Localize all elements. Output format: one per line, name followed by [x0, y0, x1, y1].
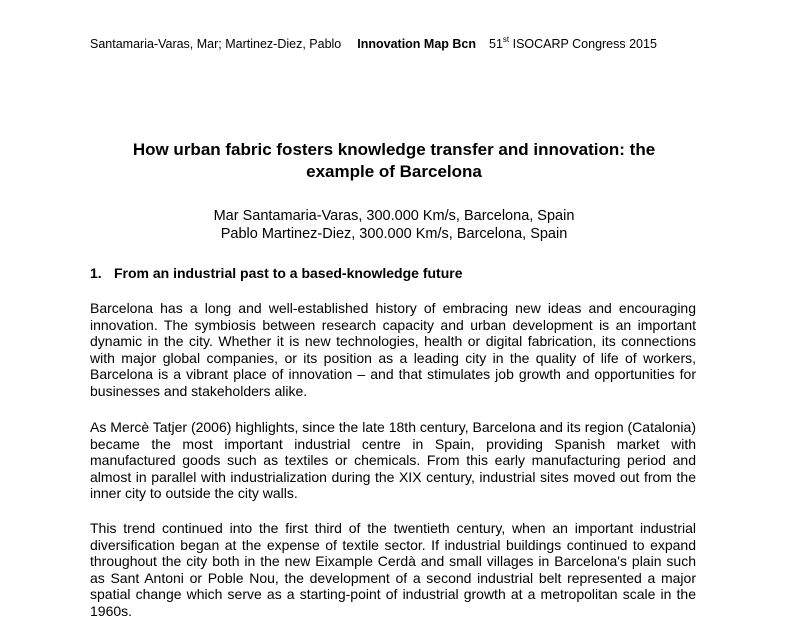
section-heading — [90, 265, 463, 281]
body-paragraph: As Mercè Tatjer (2006) highlights, since the late 18th century, Barcelona and its region (Catalonia) became the most important industrial centre in Spain, providing Spanish market with manufactured goods such as textiles or chemicals. From this early manufacturing period and almost in parallel with industrialization during the XIX century, industrial sites moved out from the inner city to outside the city walls. — [90, 419, 696, 502]
header-congress — [489, 34, 657, 51]
congress-number: 51 — [489, 37, 503, 51]
congress-suffix: st — [502, 34, 510, 44]
running-header — [90, 34, 700, 51]
section-title: From an industrial past to a based-knowledge future — [114, 265, 463, 281]
paper-title-line-2: example of Barcelona — [306, 162, 482, 181]
author-affiliation: Mar Santamaria-Varas, 300.000 Km/s, Barcelona, Spain — [213, 208, 575, 224]
section-number: 1. — [90, 265, 102, 281]
paper-title-line-1: How urban fabric fosters knowledge transfer and innovation: the — [132, 140, 656, 159]
body-paragraph: This trend continued into the first third of the twentieth century, when an important industrial diversification began at the expense of textile sector. If industrial buildings continued to expand throughout the city both in the new Eixample Cerdà and small villages in Barcelona's plain such as Sant Antoni or Poble Nou, the development of a second industrial belt represented a major spatial change which serve as a starting-point of industrial growth at a metropolitan scale in the 1960s. — [90, 520, 696, 619]
congress-name: ISOCARP Congress 2015 — [512, 37, 657, 51]
header-authors: Santamaria-Varas, Mar; Martinez-Diez, Pablo — [90, 37, 342, 51]
author-list — [60, 208, 728, 243]
body-paragraph: Barcelona has a long and well-established history of embracing new ideas and encouraging innovation. The symbiosis between research capacity and urban development is an important dynamic in the city. Whether it is new technologies, health or digital fabrication, its connections with major global companies, or its position as a leading city in the quality of life of workers, Barcelona is a vibrant place of innovation – and that stimulates job growth and opportunities for businesses and stakeholders alike. — [90, 300, 696, 399]
author-affiliation: Pablo Martinez-Diez, 300.000 Km/s, Barcelona, Spain — [220, 225, 568, 242]
paper-title — [60, 139, 728, 183]
header-map-title: Innovation Map Bcn — [357, 37, 476, 51]
